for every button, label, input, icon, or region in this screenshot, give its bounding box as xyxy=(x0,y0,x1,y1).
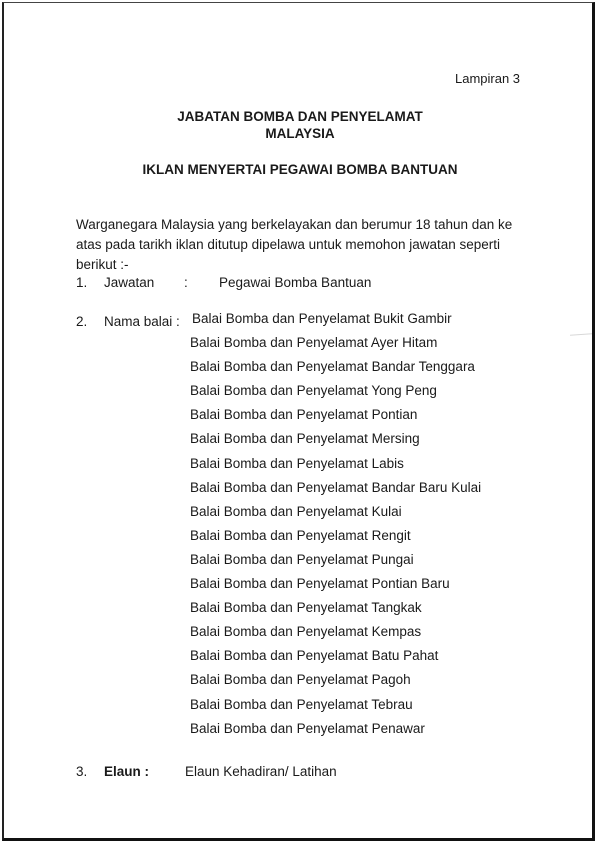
station-item: Balai Bomba dan Penyelamat Tangkak xyxy=(190,600,422,616)
station-item: Balai Bomba dan Penyelamat Bandar Tenggara xyxy=(190,359,475,375)
station-item: Balai Bomba dan Penyelamat Pungai xyxy=(190,551,414,567)
station-list xyxy=(190,307,481,741)
station-item: Balai Bomba dan Penyelamat Ayer Hitam xyxy=(190,335,438,351)
department-country: MALAYSIA xyxy=(265,126,335,141)
station-item: Balai Bomba dan Penyelamat Pagoh xyxy=(190,672,411,688)
station-item: Balai Bomba dan Penyelamat Penawar xyxy=(190,720,425,736)
station-item: Balai Bomba dan Penyelamat Mersing xyxy=(190,431,420,447)
item-1-colon: : xyxy=(184,275,188,290)
station-item: Balai Bomba dan Penyelamat Tebrau xyxy=(190,696,413,712)
station-item: Balai Bomba dan Penyelamat Kulai xyxy=(190,503,402,519)
item-3-value: Elaun Kehadiran/ Latihan xyxy=(185,764,337,779)
station-item: Balai Bomba dan Penyelamat Bukit Gambir xyxy=(192,311,452,326)
scan-artifact xyxy=(570,333,592,336)
item-2-label: Nama balai : xyxy=(104,314,180,329)
station-item: Balai Bomba dan Penyelamat Kempas xyxy=(190,624,422,640)
advertisement-title: IKLAN MENYERTAI PEGAWAI BOMBA BANTUAN xyxy=(142,162,458,177)
station-item: Balai Bomba dan Penyelamat Rengit xyxy=(190,527,411,543)
station-item: Balai Bomba dan Penyelamat Batu Pahat xyxy=(190,648,439,664)
annex-label: Lampiran 3 xyxy=(455,71,521,86)
station-item: Balai Bomba dan Penyelamat Yong Peng xyxy=(190,383,437,399)
intro-paragraph: Warganegara Malaysia yang berkelayakan dan berumur 18 tahun dan ke atas pada tarikh iklan ditutup dipelawa untuk memohon jawatan seperti berikut :- xyxy=(76,216,513,272)
item-1-value: Pegawai Bomba Bantuan xyxy=(219,275,372,290)
item-1-number: 1. xyxy=(76,275,88,290)
station-item: Balai Bomba dan Penyelamat Bandar Baru Kulai xyxy=(190,479,482,495)
item-3-number: 3. xyxy=(76,764,88,779)
station-item: Balai Bomba dan Penyelamat Labis xyxy=(190,455,404,471)
item-1-label: Jawatan xyxy=(104,275,155,290)
station-item: Balai Bomba dan Penyelamat Pontian xyxy=(190,407,418,423)
item-3-label: Elaun : xyxy=(104,764,150,779)
station-item: Balai Bomba dan Penyelamat Pontian Baru xyxy=(190,576,450,592)
department-title: JABATAN BOMBA DAN PENYELAMAT xyxy=(177,109,423,124)
item-2-number: 2. xyxy=(76,314,88,329)
